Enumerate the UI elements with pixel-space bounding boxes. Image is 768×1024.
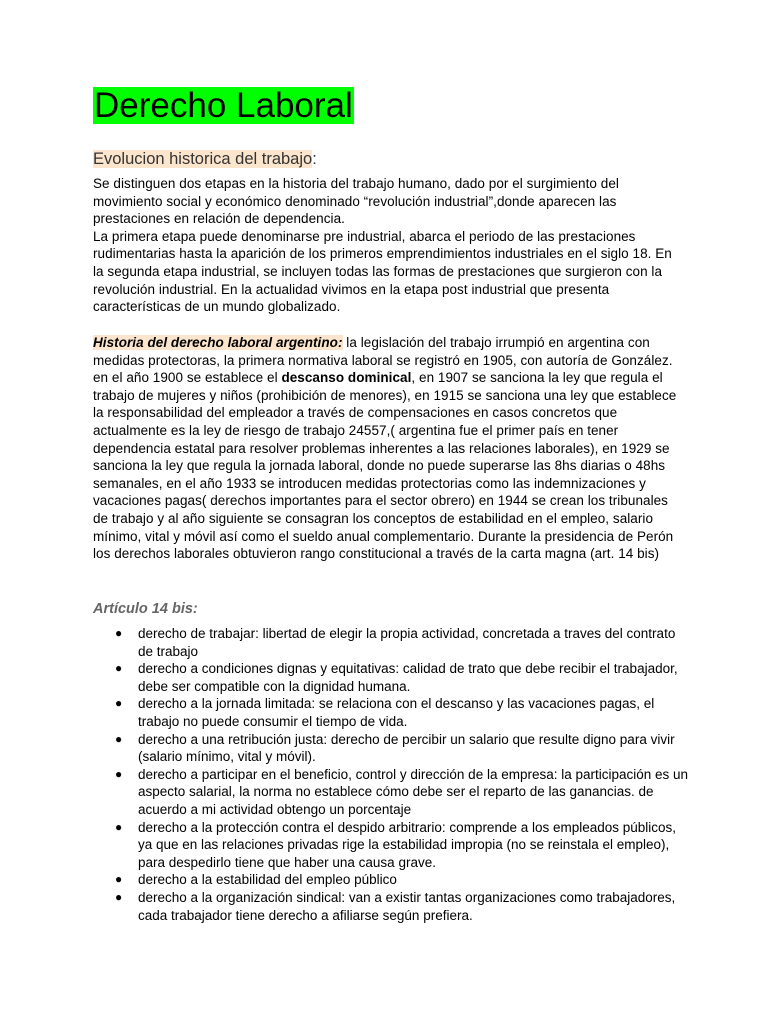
- bullet-icon: ●: [115, 889, 123, 904]
- bullet-icon: ●: [115, 731, 123, 746]
- historia-text-1: la legislación del trabajo irrumpió en argentina con medidas protectoras, la primera normativa laboral se registró en 1905, con autoría de González. en el año 1900 se establece el: [93, 335, 673, 386]
- list-item: [93, 766, 693, 819]
- intro-paragraph-1: Se distinguen dos etapas en la historia del trabajo humano, dado por el surgimiento del movimiento social y económico denominado “revolución industrial”,donde aparecen las prestaciones en relación de dependencia.: [93, 176, 619, 227]
- bullet-icon: ●: [115, 766, 123, 781]
- list-item: [93, 695, 693, 730]
- list-item: [93, 731, 693, 766]
- intro-text: [93, 175, 683, 316]
- list-item-text: derecho a la protección contra el despido arbitrario: comprende a los empleados públicos, ya que en las relaciones privadas rige la estabilidad impropia (no se reinstala el empleo), para despedirlo tiene que haber una causa grave.: [138, 819, 677, 870]
- list-item: [93, 871, 693, 889]
- articulo-heading: Artículo 14 bis:: [93, 601, 198, 617]
- historia-paragraph: [93, 334, 683, 563]
- section-heading-evolucion: [93, 150, 317, 169]
- section-heading-colon: :: [312, 150, 317, 168]
- historia-lead: Historia del derecho laboral argentino:: [93, 335, 343, 350]
- list-item-text: derecho de trabajar: libertad de elegir la propia actividad, concretada a traves del contrato de trabajo: [138, 626, 676, 659]
- bullet-icon: ●: [115, 661, 123, 676]
- bullet-icon: ●: [115, 872, 123, 887]
- list-item-text: derecho a condiciones dignas y equitativas: calidad de trato que debe recibir el trabajador, debe ser compatible con la dignidad humana.: [138, 661, 678, 694]
- intro-paragraph-2: La primera etapa puede denominarse pre industrial, abarca el periodo de las prestaciones rudimentarias hasta la aparición de los primeros emprendimientos industriales en el siglo 18. En la segunda etapa industrial, se incluyen todas las formas de prestaciones que surgieron con la revolución industrial. En la actualidad vivimos en la etapa post industrial que presenta características de un mundo globalizado.: [93, 228, 672, 315]
- list-item: [93, 889, 693, 924]
- list-item-text: derecho a la organización sindical: van a existir tantas organizaciones como trabajadores, cada trabajador tiene derecho a afiliarse según prefiera.: [138, 889, 676, 923]
- document-title: Derecho Laboral: [94, 86, 353, 125]
- bullet-icon: ●: [115, 819, 123, 834]
- list-item-text: derecho a una retribución justa: derecho de percibir un salario que resulte digno para vivir (salario mínimo, vital y móvil).: [138, 731, 675, 765]
- historia-text-2: , en 1907 se sanciona la ley que regula el trabajo de mujeres y niños (prohibición de menores), en 1915 se sanciona una ley que establece la responsabilidad del empleador a través de compensaciones en casos concretos que actualmente es la ley de riesgo de trabajo 24557,( argentina fue el primer país en tener dependencia estatal para resolver problemas inherentes a las relaciones laborales), en 1929 se sanciona la ley que regula la jornada laboral, donde no puede superarse las 8hs diarias o 48hs semanales, en el año 1933 se introducen medidas protectorias como las indemnizaciones y vacaciones pagas( derechos importantes para el sector obrero) en 1944 se crean los tribunales de trabajo y al año siguiente se consagran los conceptos de estabilidad en el empleo, salario mínimo, vital y móvil así como el sueldo anual complementario. Durante la presidencia de Perón los derechos laborales obtuvieron rango constitucional a través de la carta magna (art. 14 bis): [93, 370, 677, 562]
- list-item: [93, 660, 693, 695]
- bullet-icon: ●: [115, 626, 123, 640]
- list-item: [93, 819, 693, 872]
- list-item-text: derecho a la jornada limitada: se relaciona con el descanso y las vacaciones pagas, el trabajo no puede consumir el tiempo de vida.: [138, 696, 655, 729]
- list-item: [93, 625, 693, 660]
- list-item-text: derecho a participar en el beneficio, control y dirección de la empresa: la participación es un aspecto salarial, la norma no establece cómo debe ser el reparto de las ganancias. de acuerdo a mi actividad obtengo un porcentaje: [138, 766, 689, 817]
- section-heading-evolucion-text: Evolucion historica del trabajo: [93, 150, 313, 168]
- list-item-text: derecho a la estabilidad del empleo público: [138, 872, 397, 888]
- articulo-list: [93, 625, 693, 924]
- bullet-icon: ●: [115, 696, 123, 711]
- historia-bold-term: descanso dominical: [281, 370, 412, 386]
